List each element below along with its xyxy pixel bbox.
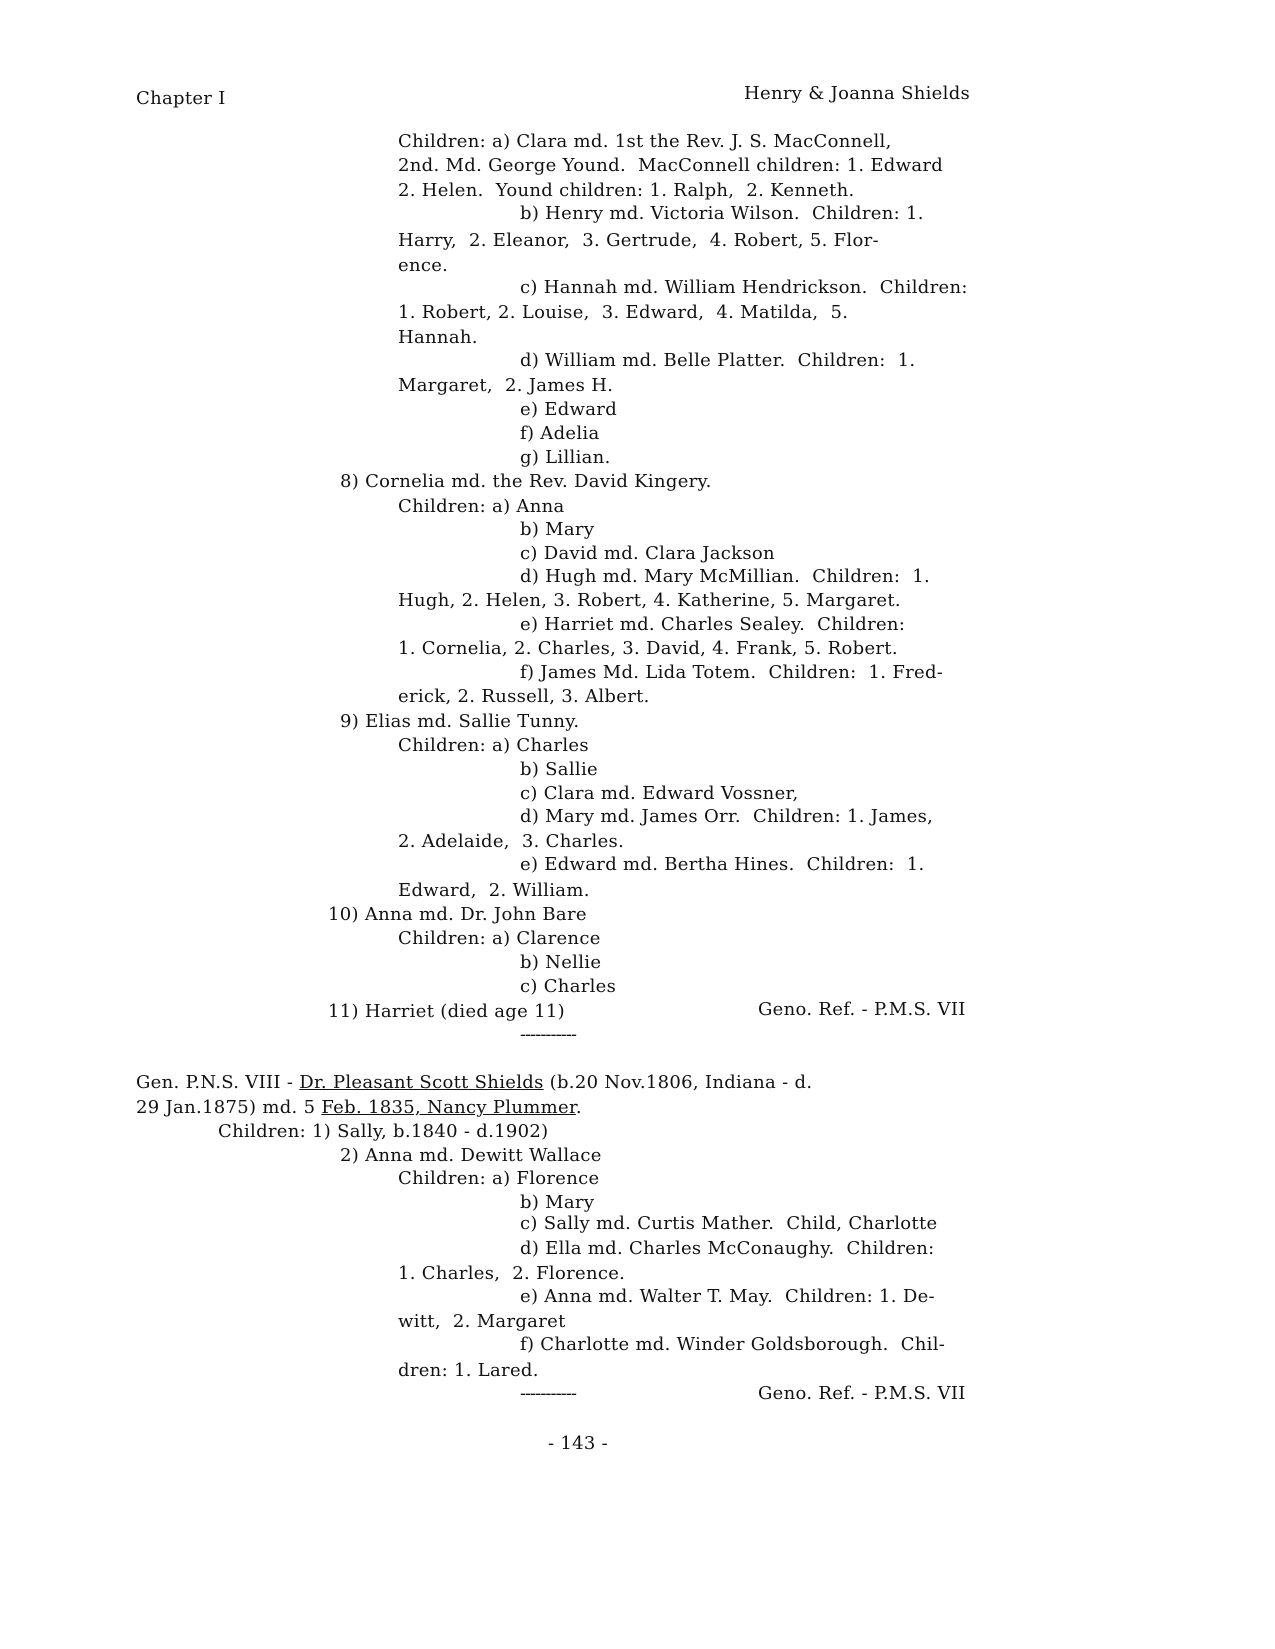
gen-label: Gen. P.N.S. VIII - (136, 1072, 300, 1093)
text-line: 8) Cornelia md. the Rev. David Kingery. (340, 471, 712, 492)
section-divider: ----------- (520, 1024, 576, 1045)
text-line: d) Ella md. Charles McConaughy. Children: (520, 1238, 935, 1259)
text-line: b) Nellie (520, 952, 602, 973)
page-header-title: Henry & Joanna Shields (744, 83, 971, 104)
text-line: Children: a) Clarence (398, 928, 601, 949)
text-line: c) Charles (520, 976, 617, 997)
section-divider: ----------- (520, 1383, 576, 1404)
page-number: - 143 - (548, 1433, 609, 1454)
death-date: 29 Jan.1875) md. 5 (136, 1097, 322, 1118)
text-line: dren: 1. Lared. (398, 1360, 539, 1381)
text-line: Children: a) Anna (398, 496, 565, 517)
text-line: Margaret, 2. James H. (398, 375, 614, 396)
text-line: b) Sallie (520, 759, 598, 780)
text-line: d) Mary md. James Orr. Children: 1. James, (520, 806, 934, 827)
text-line: Harry, 2. Eleanor, 3. Gertrude, 4. Robert, 5. Flor- (398, 230, 879, 251)
text-line: g) Lillian. (520, 447, 611, 468)
text-line: e) Edward (520, 399, 618, 420)
text-line: c) Sally md. Curtis Mather. Child, Charlotte (520, 1213, 938, 1234)
text-line: e) Anna md. Walter T. May. Children: 1. De- (520, 1286, 935, 1307)
text-line: f) James Md. Lida Totem. Children: 1. Fred- (520, 662, 944, 683)
text-line: e) Edward md. Bertha Hines. Children: 1. (520, 854, 925, 875)
text-line: Children: a) Florence (398, 1168, 600, 1189)
text-line: 10) Anna md. Dr. John Bare (328, 904, 587, 925)
text-line: e) Harriet md. Charles Sealey. Children: (520, 614, 906, 635)
text-line: Children: a) Charles (398, 735, 589, 756)
person-name: Dr. Pleasant Scott Shields (299, 1072, 544, 1093)
life-dates: (b.20 Nov.1806, Indiana - d. (543, 1072, 813, 1093)
text-line: f) Charlotte md. Winder Goldsborough. Chil- (520, 1334, 946, 1355)
text-line: Hannah. (398, 327, 478, 348)
text-line: 1. Robert, 2. Louise, 3. Edward, 4. Matilda, 5. (398, 302, 849, 323)
reference-note: Geno. Ref. - P.M.S. VII (758, 1383, 966, 1404)
text-line: witt, 2. Margaret (398, 1311, 566, 1332)
text-line: 11) Harriet (died age 11) (328, 1001, 565, 1022)
text-line: c) Clara md. Edward Vossner, (520, 783, 799, 804)
text-line: d) Hugh md. Mary McMillian. Children: 1. (520, 566, 931, 587)
text-line: ence. (398, 255, 449, 276)
entry-heading (136, 1072, 812, 1094)
spouse-name: Nancy Plummer (427, 1097, 576, 1118)
text-line: b) Mary (520, 1192, 595, 1213)
text-line: 2) Anna md. Dewitt Wallace (340, 1145, 602, 1166)
text-line: erick, 2. Russell, 3. Albert. (398, 686, 650, 707)
text-line: Hugh, 2. Helen, 3. Robert, 4. Katherine, 5. Margaret. (398, 590, 901, 611)
marriage-date: Feb. 1835, (321, 1097, 428, 1118)
text-line: Edward, 2. William. (398, 880, 590, 901)
entry-heading-line2 (136, 1097, 582, 1119)
text-line: Children: a) Clara md. 1st the Rev. J. S. MacConnell, (398, 131, 892, 152)
text-line: 9) Elias md. Sallie Tunny. (340, 711, 580, 732)
text-line: Children: 1) Sally, b.1840 - d.1902) (218, 1121, 549, 1142)
text-line: f) Adelia (520, 423, 600, 444)
reference-note: Geno. Ref. - P.M.S. VII (758, 999, 966, 1020)
text-line: 2nd. Md. George Yound. MacConnell children: 1. Edward (398, 155, 944, 176)
text-line: 1. Charles, 2. Florence. (398, 1263, 626, 1284)
text-line: 1. Cornelia, 2. Charles, 3. David, 4. Frank, 5. Robert. (398, 638, 898, 659)
text-line: b) Mary (520, 519, 595, 540)
text-line: 2. Helen. Yound children: 1. Ralph, 2. Kenneth. (398, 180, 855, 201)
text-line: c) Hannah md. William Hendrickson. Children: (520, 277, 968, 298)
text-line: c) David md. Clara Jackson (520, 543, 775, 564)
text-line: b) Henry md. Victoria Wilson. Children: 1. (520, 203, 924, 224)
text-line: d) William md. Belle Platter. Children: 1. (520, 350, 916, 371)
heading-end: . (575, 1097, 582, 1118)
text-line: 2. Adelaide, 3. Charles. (398, 831, 625, 852)
chapter-label: Chapter I (136, 88, 226, 109)
